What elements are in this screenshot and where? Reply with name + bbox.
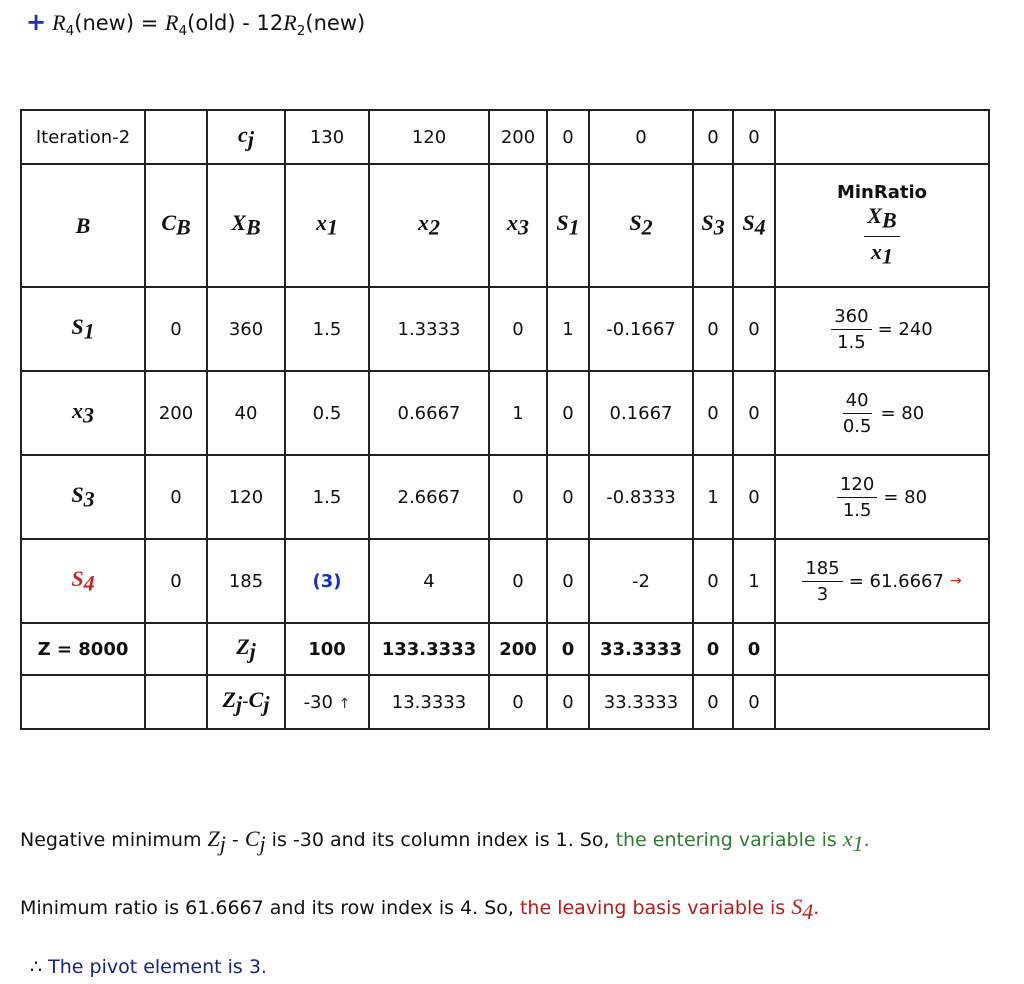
zj-cj-value: 0	[547, 675, 589, 729]
value-cell: 0	[547, 455, 589, 539]
zj-cj-row	[21, 675, 989, 729]
col-header-s3: $S_3$	[693, 164, 733, 287]
value-cell: 1	[733, 539, 775, 623]
value-cell: -0.1667	[589, 287, 693, 371]
value-cell: 1	[547, 287, 589, 371]
cb-cell: 200	[145, 371, 207, 455]
value-cell: 0	[489, 539, 547, 623]
col-header-minratio: MinRatio $\frac{X_B}{x_1}$	[775, 164, 989, 287]
zj-value: 0	[547, 623, 589, 675]
zj-cj-value: 0	[693, 675, 733, 729]
zj-value: 133.3333	[369, 623, 489, 675]
value-cell: 0	[733, 455, 775, 539]
col-header-s2: $S_2$	[589, 164, 693, 287]
table-row	[21, 287, 989, 371]
value-cell: 1.5	[285, 455, 369, 539]
cj-value: 0	[547, 110, 589, 164]
value-cell: 0	[547, 539, 589, 623]
col-header-x2: $x_2$	[369, 164, 489, 287]
zj-cj-label: $Z_j-C_j$	[207, 675, 285, 729]
value-cell: 0.6667	[369, 371, 489, 455]
value-cell: 1.3333	[369, 287, 489, 371]
cj-value: 0	[589, 110, 693, 164]
zj-label: $Z_j$	[207, 623, 285, 675]
value-cell: 1	[693, 455, 733, 539]
simplex-table	[20, 109, 990, 730]
xb-cell: 185	[207, 539, 285, 623]
basis-cell: $S_1$	[21, 287, 145, 371]
value-cell: 0	[489, 287, 547, 371]
leaving-variable-text: Minimum ratio is 61.6667 and its row index is 4. So, the leaving basis variable is $S_4$.	[20, 894, 820, 924]
value-cell: 0	[693, 539, 733, 623]
iteration-label: Iteration-2	[21, 110, 145, 164]
zj-cj-value: -30 ↑	[285, 675, 369, 729]
value-cell: 1	[489, 371, 547, 455]
ratio-cell: $\frac{185}{3}$ = 61.6667 →	[775, 539, 989, 623]
entering-arrow-icon: ↑	[338, 695, 351, 712]
cb-cell: 0	[145, 539, 207, 623]
zj-value: 0	[693, 623, 733, 675]
col-header-xb: $X_B$	[207, 164, 285, 287]
cj-value: 0	[693, 110, 733, 164]
col-header-x1: $x_1$	[285, 164, 369, 287]
value-cell: 0	[693, 287, 733, 371]
table-row-leaving	[21, 539, 989, 623]
cj-value: 200	[489, 110, 547, 164]
zj-value: 33.3333	[589, 623, 693, 675]
cb-cell: 0	[145, 287, 207, 371]
cb-cell: 0	[145, 455, 207, 539]
value-cell: 4	[369, 539, 489, 623]
minratio-fraction: $\frac{X_B}{x_1}$	[864, 203, 899, 269]
cj-value: 130	[285, 110, 369, 164]
ratio-cell: $\frac{120}{1.5}$ = 80	[775, 455, 989, 539]
row-operation-formula: + $R_4(new) = R_4(old) - 12R_2(new)$	[26, 8, 366, 40]
col-header-s1: $S_1$	[547, 164, 589, 287]
ratio-cell: $\frac{360}{1.5}$ = 240	[775, 287, 989, 371]
value-cell: -2	[589, 539, 693, 623]
xb-cell: 360	[207, 287, 285, 371]
header-row	[21, 164, 989, 287]
value-cell: 2.6667	[369, 455, 489, 539]
entering-variable-text: Negative minimum $Z_j - C_j$ is -30 and its column index is 1. So, the entering variable is $x_1$.	[20, 826, 870, 856]
col-header-basis: B	[21, 164, 145, 287]
cj-value: 120	[369, 110, 489, 164]
zj-cj-value: 33.3333	[589, 675, 693, 729]
value-cell: 0	[733, 371, 775, 455]
pivot-element-text: ∴ The pivot element is 3.	[30, 956, 267, 978]
basis-cell: $S_4$	[21, 539, 145, 623]
zj-value: 0	[733, 623, 775, 675]
value-cell: 0	[489, 455, 547, 539]
zj-value: 100	[285, 623, 369, 675]
value-cell: 0	[547, 371, 589, 455]
zj-row	[21, 623, 989, 675]
col-header-x3: $x_3$	[489, 164, 547, 287]
ratio-cell: $\frac{40}{0.5}$ = 80	[775, 371, 989, 455]
value-cell: 1.5	[285, 287, 369, 371]
table-row	[21, 371, 989, 455]
basis-cell: $x_3$	[21, 371, 145, 455]
z-value-label: Z = 8000	[21, 623, 145, 675]
cj-value: 0	[733, 110, 775, 164]
cj-row	[21, 110, 989, 164]
leaving-arrow-icon: →	[949, 573, 962, 589]
pivot-cell: (3)	[285, 539, 369, 623]
plus-icon: +	[26, 8, 47, 36]
cj-label: $c_j$	[207, 110, 285, 164]
value-cell: 0	[733, 287, 775, 371]
xb-cell: 120	[207, 455, 285, 539]
value-cell: -0.8333	[589, 455, 693, 539]
zj-value: 200	[489, 623, 547, 675]
table-row	[21, 455, 989, 539]
zj-cj-value: 0	[733, 675, 775, 729]
zj-cj-value: 13.3333	[369, 675, 489, 729]
basis-cell: $S_3$	[21, 455, 145, 539]
therefore-icon: ∴	[30, 956, 43, 978]
col-header-s4: $S_4$	[733, 164, 775, 287]
xb-cell: 40	[207, 371, 285, 455]
value-cell: 0.5	[285, 371, 369, 455]
zj-cj-value: 0	[489, 675, 547, 729]
col-header-cb: $C_B$	[145, 164, 207, 287]
value-cell: 0	[693, 371, 733, 455]
value-cell: 0.1667	[589, 371, 693, 455]
